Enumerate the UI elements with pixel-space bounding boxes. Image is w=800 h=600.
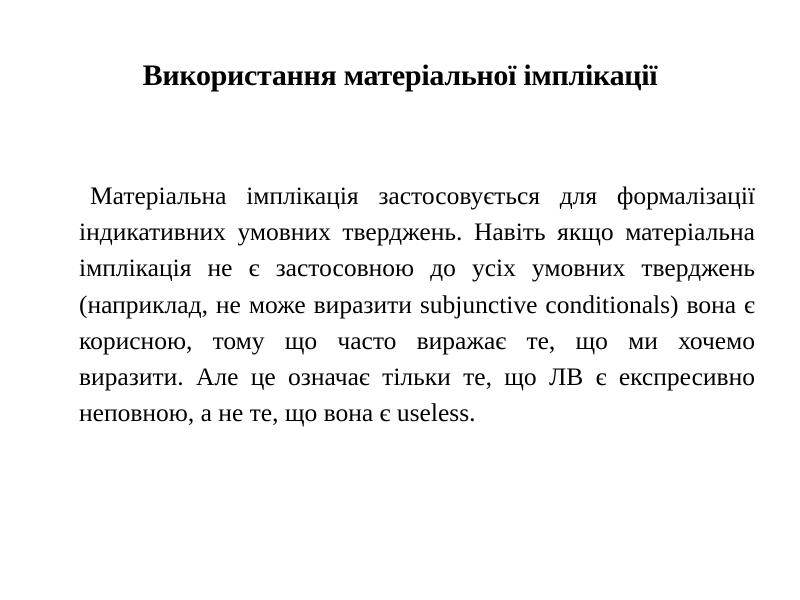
slide-title: Використання матеріальної імплікації [142,59,658,92]
slide-body-paragraph: Матеріальна імплікація застосовується для формалізації індикативних умовних тверджень. Навіть якщо матеріальна імплікація не є застосовною до усіх умовних тверджень (наприклад, не може виразити subjunctive conditionals) вона є корисною, тому що часто виражає те, що ми хочемо виразити. Але це означає тільки те, що ЛВ є експресивно неповною, а не те, що вона є useless. [79,181,755,428]
